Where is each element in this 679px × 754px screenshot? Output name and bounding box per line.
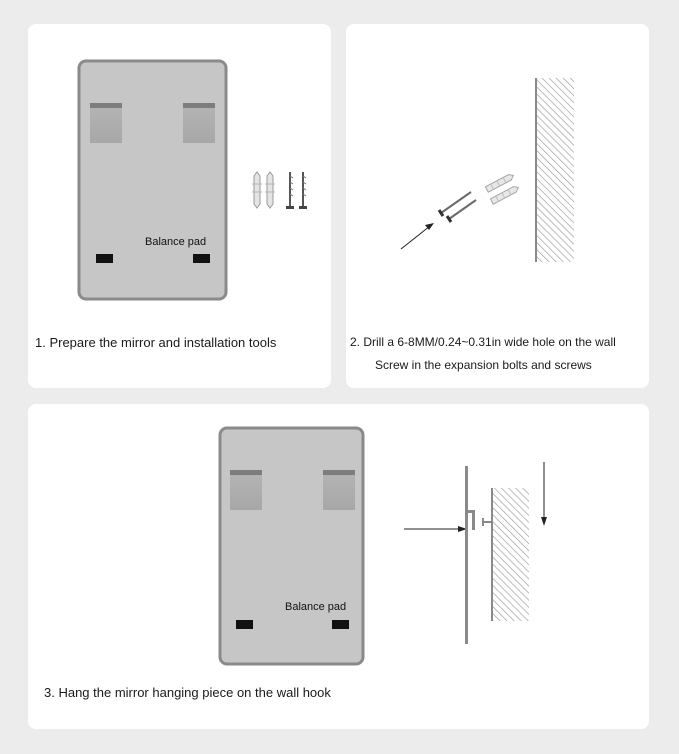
step-3-caption: 3. Hang the mirror hanging piece on the wall hook bbox=[44, 685, 331, 700]
down-arrow-icon bbox=[541, 517, 547, 526]
wall-hook bbox=[483, 518, 492, 526]
mirror-back bbox=[220, 428, 363, 664]
step-3-panel bbox=[28, 404, 649, 729]
step-1-caption: 1. Prepare the mirror and installation tools bbox=[35, 335, 277, 350]
balance-pad-label: Balance pad bbox=[145, 236, 207, 248]
installation-tools-icon bbox=[252, 172, 307, 209]
step-2-illustration bbox=[346, 24, 649, 388]
balance-pad-left bbox=[96, 254, 113, 263]
hanging-bracket-right bbox=[323, 470, 355, 510]
step-2-caption-line-2: Screw in the expansion bolts and screws bbox=[375, 358, 592, 372]
side-view-hanging-diagram bbox=[404, 462, 547, 644]
balance-pad-right bbox=[332, 620, 349, 629]
step-1-illustration bbox=[28, 24, 331, 388]
hanging-bracket-left bbox=[230, 470, 262, 510]
direction-arrow-icon bbox=[401, 223, 434, 249]
hanging-bracket-left bbox=[90, 103, 122, 143]
step-2-panel bbox=[346, 24, 649, 388]
step-3-illustration bbox=[28, 404, 649, 729]
expansion-bolts-icon bbox=[485, 173, 519, 204]
step-1-panel bbox=[28, 24, 331, 388]
mirror-side-profile bbox=[465, 466, 468, 644]
mirror-back bbox=[79, 61, 226, 299]
step-2-caption-line-1: 2. Drill a 6-8MM/0.24~0.31in wide hole on the wall bbox=[350, 335, 616, 349]
balance-pad-right bbox=[193, 254, 210, 263]
balance-pad-left bbox=[236, 620, 253, 629]
hanging-bracket-right bbox=[183, 103, 215, 143]
balance-pad-label: Balance pad bbox=[285, 601, 347, 613]
wall bbox=[536, 78, 574, 262]
screws-icon bbox=[439, 192, 476, 222]
wall bbox=[492, 488, 529, 621]
mirror-hook bbox=[468, 510, 475, 530]
